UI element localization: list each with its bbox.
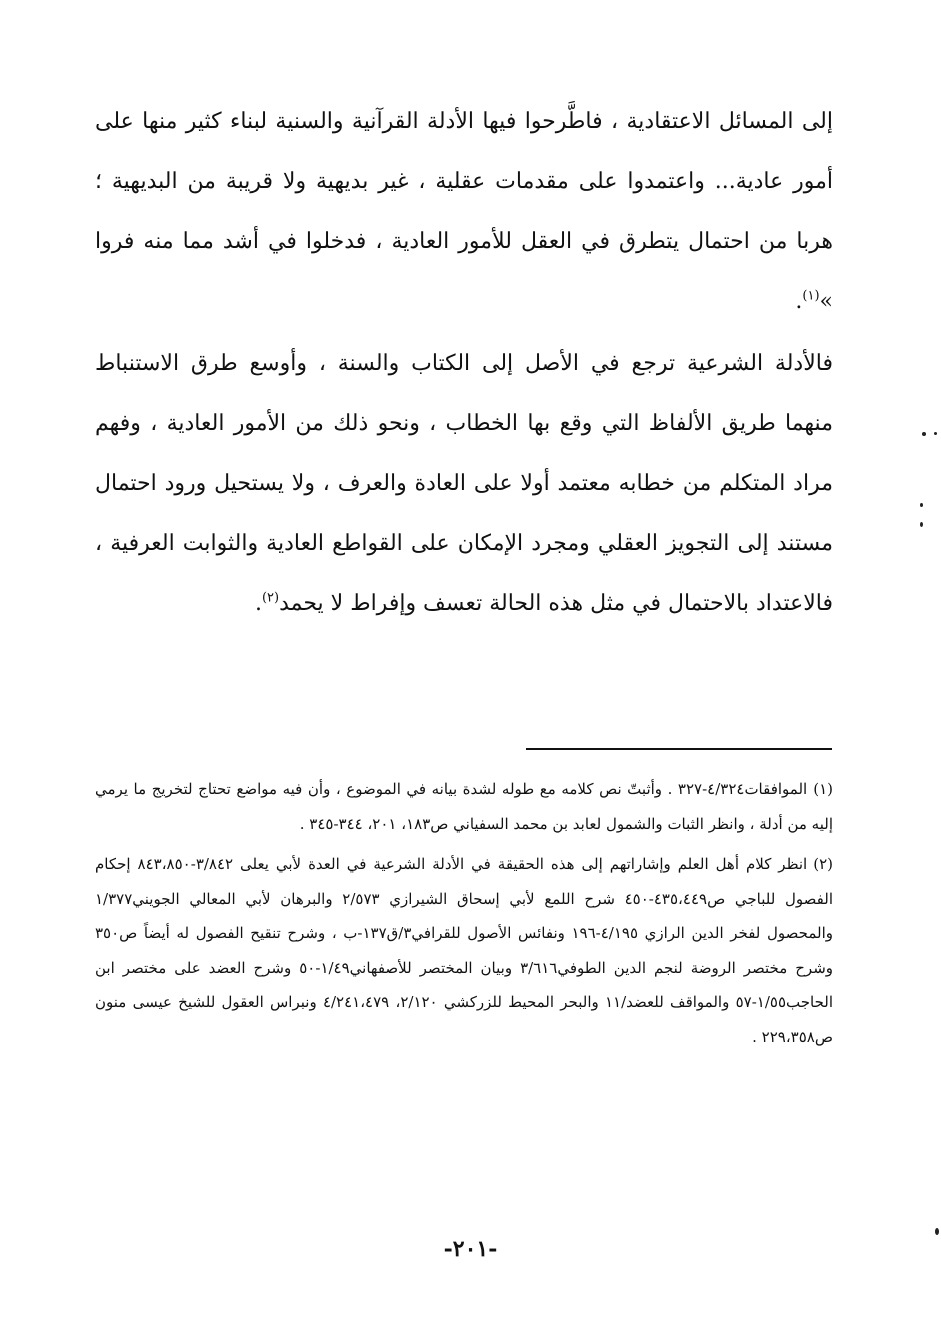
footnote-ref-1: (١) [802,288,820,304]
main-text [95,92,833,634]
scan-speck [935,1228,939,1235]
paragraph-1 [95,92,833,332]
paragraph-2 [95,334,833,634]
footnote-1 [95,772,833,841]
footnote-2-marker: (٢) [813,855,833,873]
paragraph-2-text: فالأدلة الشرعية ترجع في الأصل إلى الكتاب والسنة ، وأوسع طرق الاستنباط منهما طريق الألفاظ التي وقع بها الخطاب ، ونحو ذلك من الأمور العادية ، وفهم مراد المتكلم من خطابه معتمد أولا على العادة والعرف ، ولا يستحيل ورود احتمال مستند إلى التجويز العقلي ومجرد الإمكان على القواطع العادية والثوابت العرفية ، فالاعتداد بالاحتمال في مثل هذه الحالة تعسف وإفراط لا يحمد [95,351,833,616]
footnote-2-text: انظر كلام أهل العلم وإشاراتهم إلى هذه الحقيقة في الأدلة الشرعية في العدة لأبي يعلى ٣/٨٤٢-٨٤٣،٨٥٠ إحكام الفصول للباجي ص٤٣٥،٤٤٩-٤٥٠ شرح اللمع لأبي إسحاق الشيرازي ٢/٥٧٣ والبرهان لأبي المعالي الجويني١/٣٧٧ والمحصول لفخر الدين الرازي ٤/١٩٥-١٩٦ ونفائس الأصول للقرافي٣/ق١٣٧-ب ، وشرح تنقيح الفصول له أيضاً ص٣٥٠ وشرح مختصر الروضة لنجم الدين الطوفي٣/٦١٦ وبيان المختصر للأصفهاني١/٤٩-٥٠ وشرح العضد على مختصر ابن الحاجب١/٥٥-٥٧ والمواقف للعضد/١١ والبحر المحيط للزركشي ٢/١٢٠، ٤/٢٤١،٤٧٩ ونبراس العقول للشيخ عيسى منون ص٢٢٩،٣٥٨ . [95,855,834,1046]
scan-speck [920,503,923,507]
footnote-1-text: الموافقات٤/٣٢٤-٣٢٧ . وأثبتّ نص كلامه مع طوله لشدة بيانه في الموضوع ، وأن فيه مواضع تحتاج لتخريج ما يرمي إليه من أدلة ، وانظر الثبات والشمول لعابد بن محمد السفياني ص١٨٣، ٢٠١، ٣٤٤-٣٤٥ . [95,780,833,833]
footnote-ref-2: (٢) [261,590,280,606]
sentence-end-1: . [795,289,803,314]
scan-speck [934,432,937,435]
paragraph-1-text: إلى المسائل الاعتقادية ، فاطَّرحوا فيها الأدلة القرآنية والسنية لبناء كثير منها على أمور عادية... واعتمدوا على مقدمات عقلية ، غير بديهية ولا قريبة من البديهية ؛ هربا من احتمال يتطرق في العقل للأمور العادية ، فدخلوا في أشد مما منه فروا » [95,109,834,314]
footnote-2 [95,847,833,1054]
footnote-separator [526,748,832,750]
scan-speck [920,522,923,527]
scan-speck [922,432,926,436]
footnote-1-marker: (١) [813,780,833,798]
sentence-end-2: . [254,591,262,616]
page-number: -٢٠١- [443,1236,498,1262]
footnotes [95,772,833,1054]
